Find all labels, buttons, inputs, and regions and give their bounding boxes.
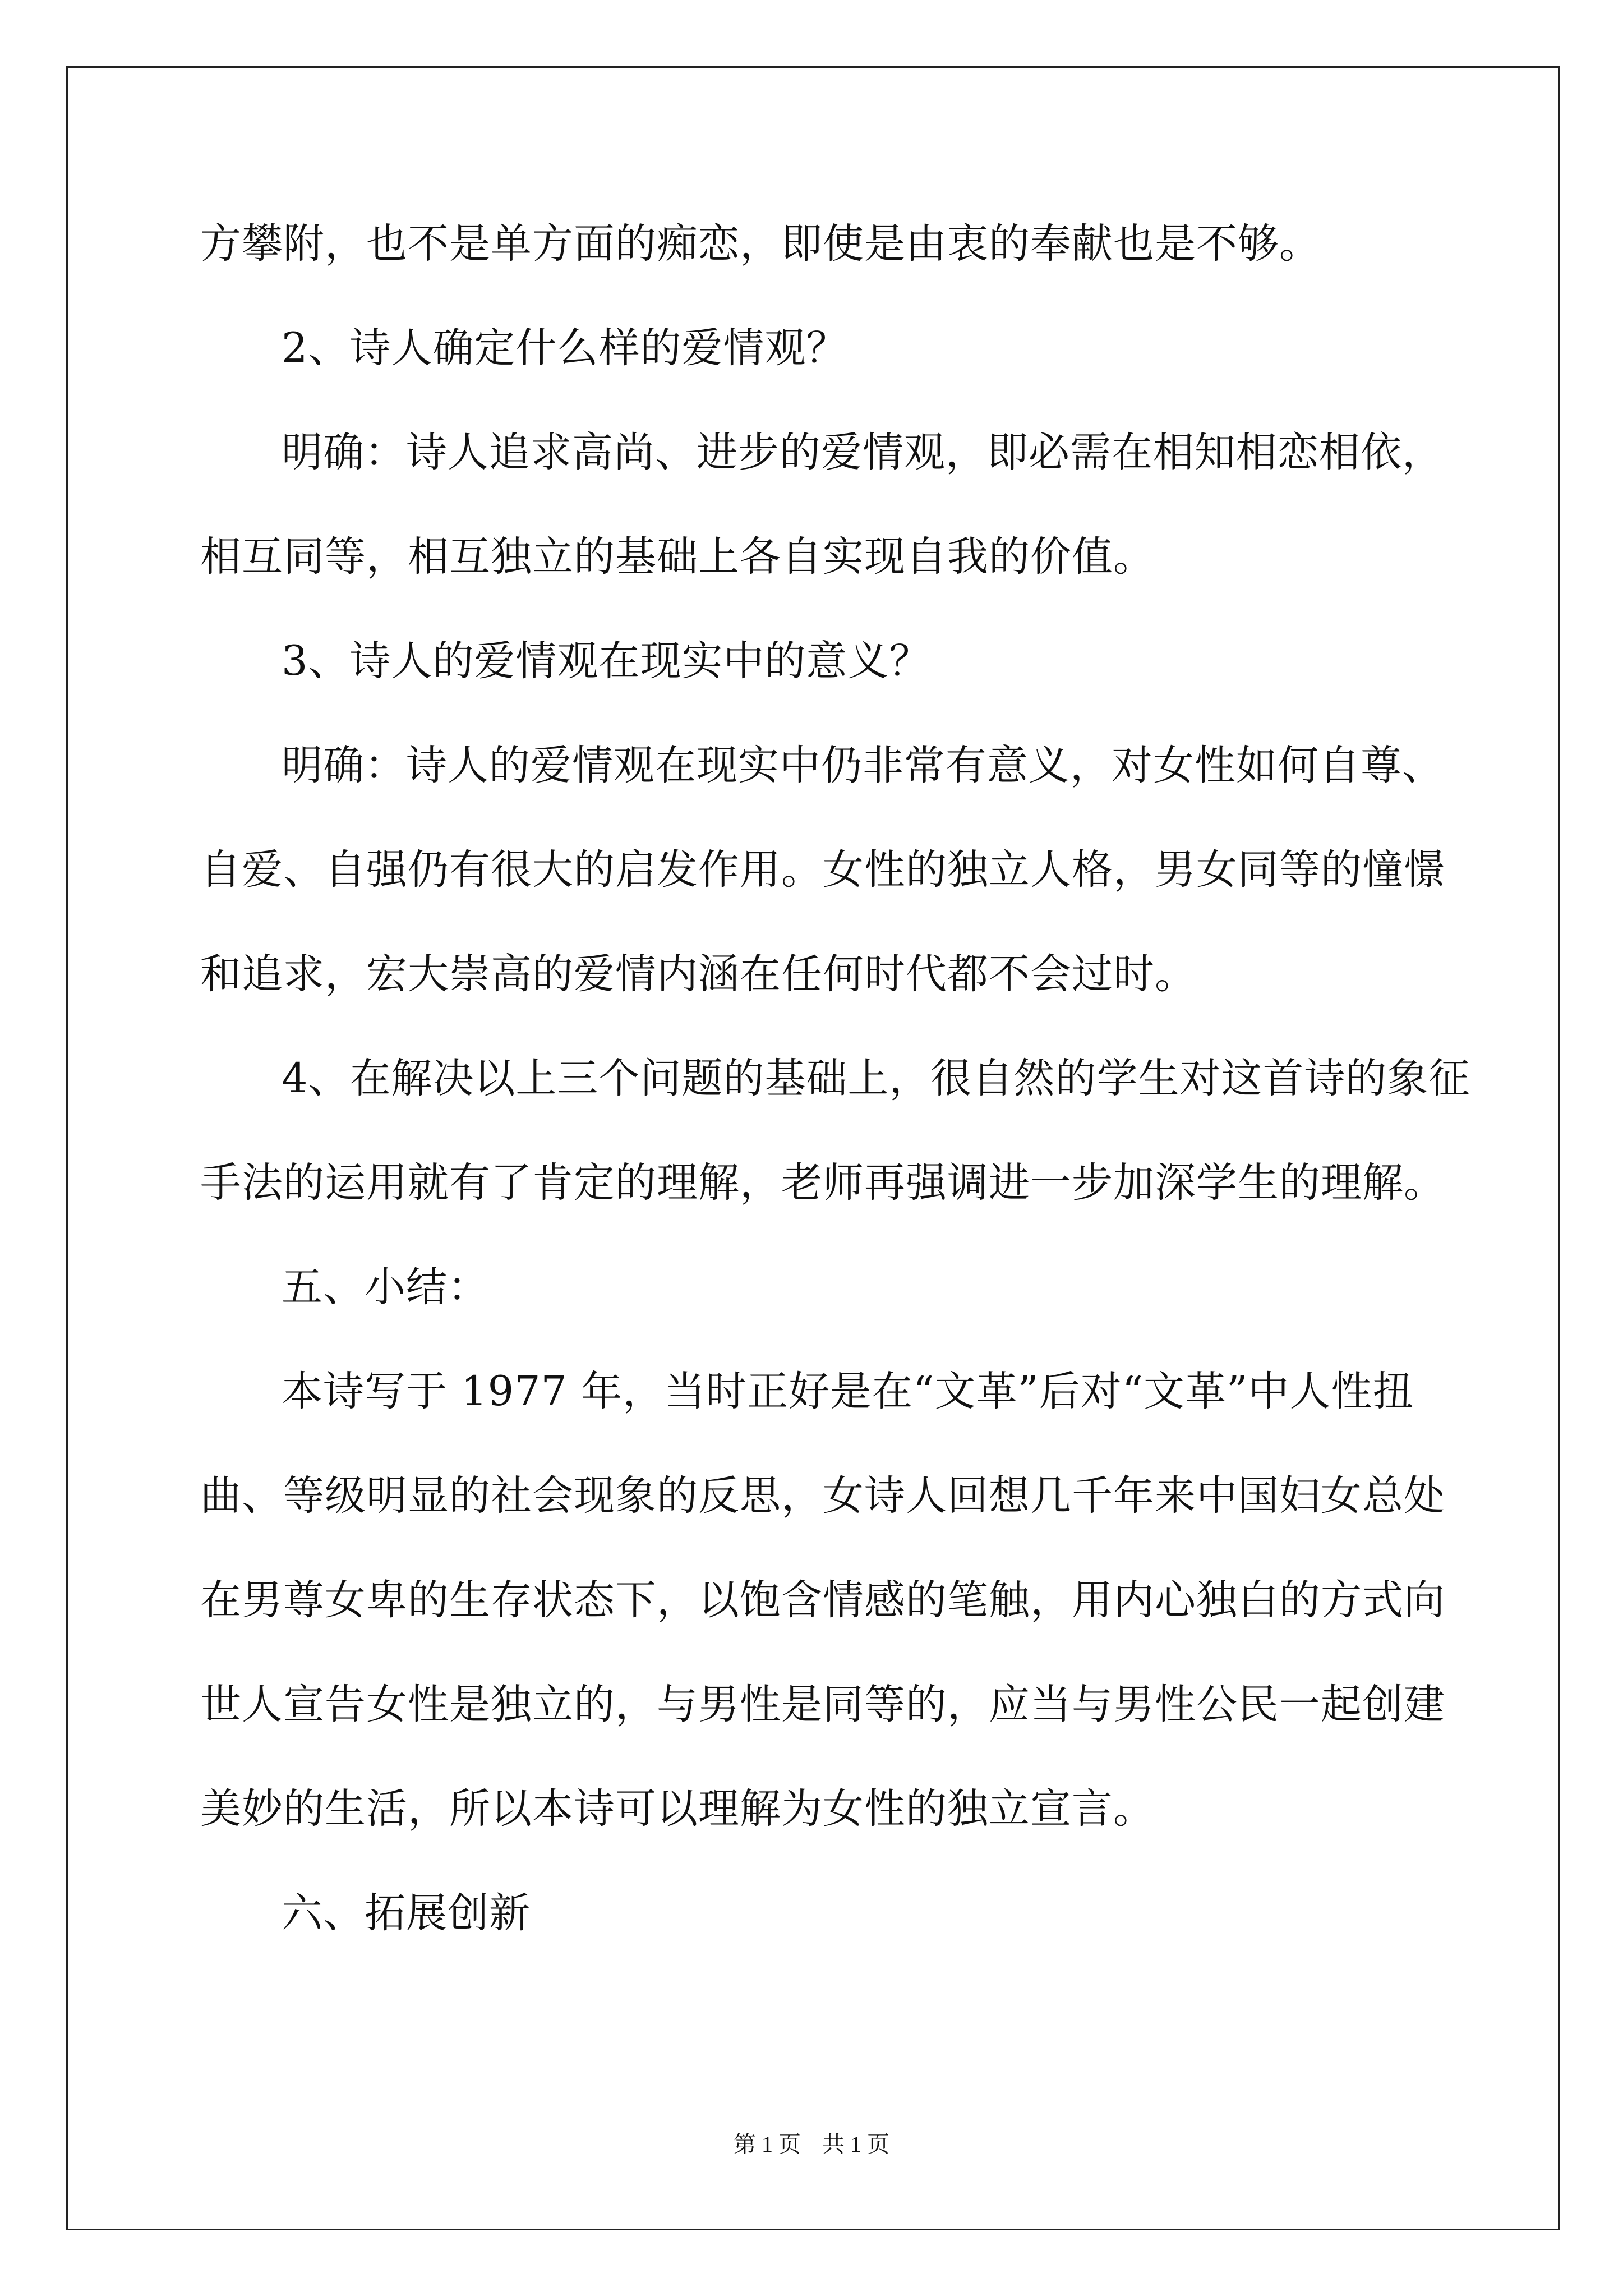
paragraph-line: 方攀附，也不是单方面的痴恋，即使是由衷的奉献也是不够。 bbox=[200, 220, 1321, 268]
paragraph-line: 曲、等级明显的社会现象的反思，女诗人回想几千年来中国妇女总处 bbox=[200, 1472, 1445, 1520]
question-heading: 3、诗人的爱情观在现实中的意义？ bbox=[282, 637, 931, 685]
page-number: 第 1 页 bbox=[734, 2132, 801, 2157]
paragraph-line: 4、在解决以上三个问题的基础上，很自然的学生对这首诗的象征 bbox=[282, 1055, 1470, 1102]
paragraph-line: 明确：诗人的爱情观在现实中仍非常有意义，对女性如何自尊、 bbox=[282, 742, 1444, 789]
paragraph-line: 在男尊女卑的生存状态下，以饱含情感的笔触，用内心独白的方式向 bbox=[200, 1576, 1445, 1624]
paragraph-line: 世人宣告女性是独立的，与男性是同等的，应当与男性公民一起创建 bbox=[200, 1681, 1445, 1728]
paragraph-line: 本诗写于 1977 年，当时正好是在“文革”后对“文革”中人性扭 bbox=[282, 1368, 1414, 1415]
paragraph-line: 手法的运用就有了肯定的理解，老师再强调进一步加深学生的理解。 bbox=[200, 1159, 1445, 1207]
page-footer bbox=[0, 2131, 1623, 2159]
question-heading: 2、诗人确定什么样的爱情观？ bbox=[282, 324, 848, 372]
paragraph-line: 明确：诗人追求高尚、进步的爱情观，即必需在相知相恋相依， bbox=[282, 429, 1444, 476]
paragraph-line: 美妙的生活，所以本诗可以理解为女性的独立宣言。 bbox=[200, 1785, 1155, 1833]
paragraph-line: 相互同等，相互独立的基础上各自实现自我的价值。 bbox=[200, 533, 1155, 581]
page-total: 共 1 页 bbox=[822, 2132, 889, 2157]
paragraph-line: 自爱、自强仍有很大的启发作用。女性的独立人格，男女同等的憧憬 bbox=[200, 846, 1445, 894]
section-heading: 五、小结： bbox=[282, 1263, 489, 1311]
section-heading: 六、拓展创新 bbox=[282, 1889, 531, 1937]
paragraph-line: 和追求，宏大崇高的爱情内涵在任何时代都不会过时。 bbox=[200, 950, 1196, 998]
